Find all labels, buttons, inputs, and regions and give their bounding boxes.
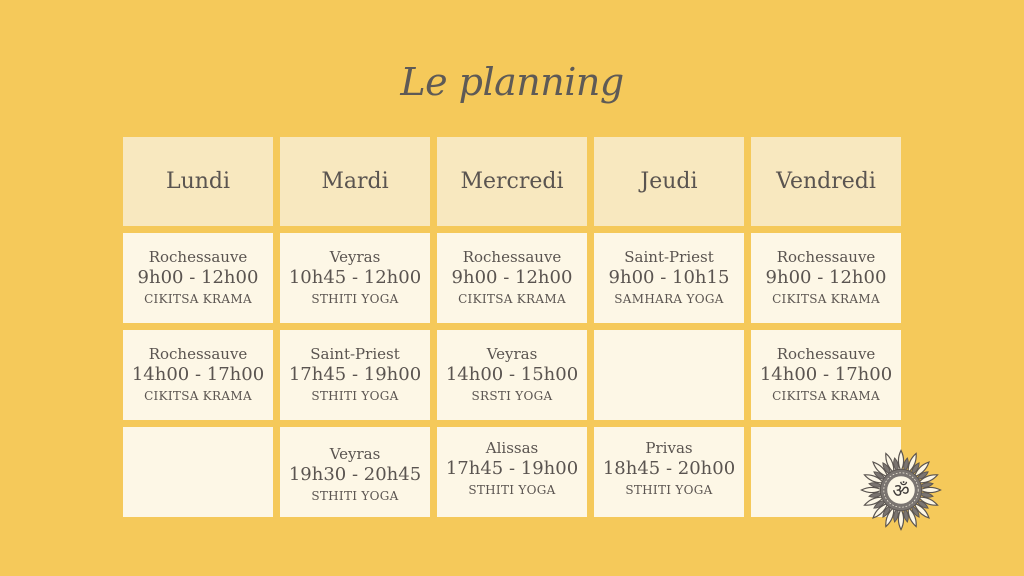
location: Rochessauve — [148, 344, 248, 363]
schedule-cell — [437, 330, 587, 420]
location: Saint-Priest — [624, 247, 714, 266]
day-header-jeudi: Jeudi — [594, 137, 744, 226]
schedule-cell — [437, 427, 587, 517]
class-name: SRSTI YOGA — [471, 388, 553, 403]
day-header-vendredi: Vendredi — [751, 137, 901, 226]
day-header-mardi: Mardi — [280, 137, 430, 226]
time-range: 14h00 - 17h00 — [759, 363, 893, 385]
location: Rochessauve — [148, 247, 248, 266]
time-range: 9h00 - 10h15 — [608, 266, 730, 288]
schedule-cell — [751, 233, 901, 323]
schedule-cell — [594, 233, 744, 323]
class-name: CIKITSA KRAMA — [144, 388, 252, 403]
time-range: 9h00 - 12h00 — [451, 266, 573, 288]
location: Rochessauve — [776, 344, 876, 363]
schedule-cell — [280, 330, 430, 420]
class-name: SAMHARA YOGA — [614, 291, 724, 306]
page-title: Le planning — [400, 60, 624, 104]
class-name: STHITI YOGA — [311, 488, 399, 503]
location: Veyras — [329, 444, 381, 463]
class-name: CIKITSA KRAMA — [144, 291, 252, 306]
class-name: CIKITSA KRAMA — [458, 291, 566, 306]
class-name: STHITI YOGA — [311, 291, 399, 306]
time-range: 18h45 - 20h00 — [602, 457, 736, 479]
location: Veyras — [329, 247, 381, 266]
schedule-cell — [437, 233, 587, 323]
time-range: 14h00 - 17h00 — [131, 363, 265, 385]
schedule-grid — [123, 137, 901, 517]
time-range: 17h45 - 19h00 — [445, 457, 579, 479]
time-range: 19h30 - 20h45 — [288, 463, 422, 485]
location: Rochessauve — [462, 247, 562, 266]
schedule-cell — [280, 427, 430, 517]
schedule-cell — [123, 233, 273, 323]
time-range: 14h00 - 15h00 — [445, 363, 579, 385]
schedule-cell — [280, 233, 430, 323]
location: Saint-Priest — [310, 344, 400, 363]
location: Alissas — [485, 438, 539, 457]
time-range: 10h45 - 12h00 — [288, 266, 422, 288]
location: Rochessauve — [776, 247, 876, 266]
schedule-cell-empty — [594, 330, 744, 420]
day-header-mercredi: Mercredi — [437, 137, 587, 226]
time-range: 9h00 - 12h00 — [137, 266, 259, 288]
class-name: STHITI YOGA — [311, 388, 399, 403]
svg-text:ॐ: ॐ — [892, 479, 910, 502]
schedule-cell — [123, 330, 273, 420]
class-name: STHITI YOGA — [468, 482, 556, 497]
schedule-cell-empty — [123, 427, 273, 517]
schedule-cell — [594, 427, 744, 517]
time-range: 17h45 - 19h00 — [288, 363, 422, 385]
class-name: CIKITSA KRAMA — [772, 291, 880, 306]
class-name: STHITI YOGA — [625, 482, 713, 497]
om-mandala-icon — [858, 447, 944, 533]
class-name: CIKITSA KRAMA — [772, 388, 880, 403]
day-header-lundi: Lundi — [123, 137, 273, 226]
time-range: 9h00 - 12h00 — [765, 266, 887, 288]
schedule-cell — [751, 330, 901, 420]
location: Privas — [645, 438, 693, 457]
location: Veyras — [486, 344, 538, 363]
